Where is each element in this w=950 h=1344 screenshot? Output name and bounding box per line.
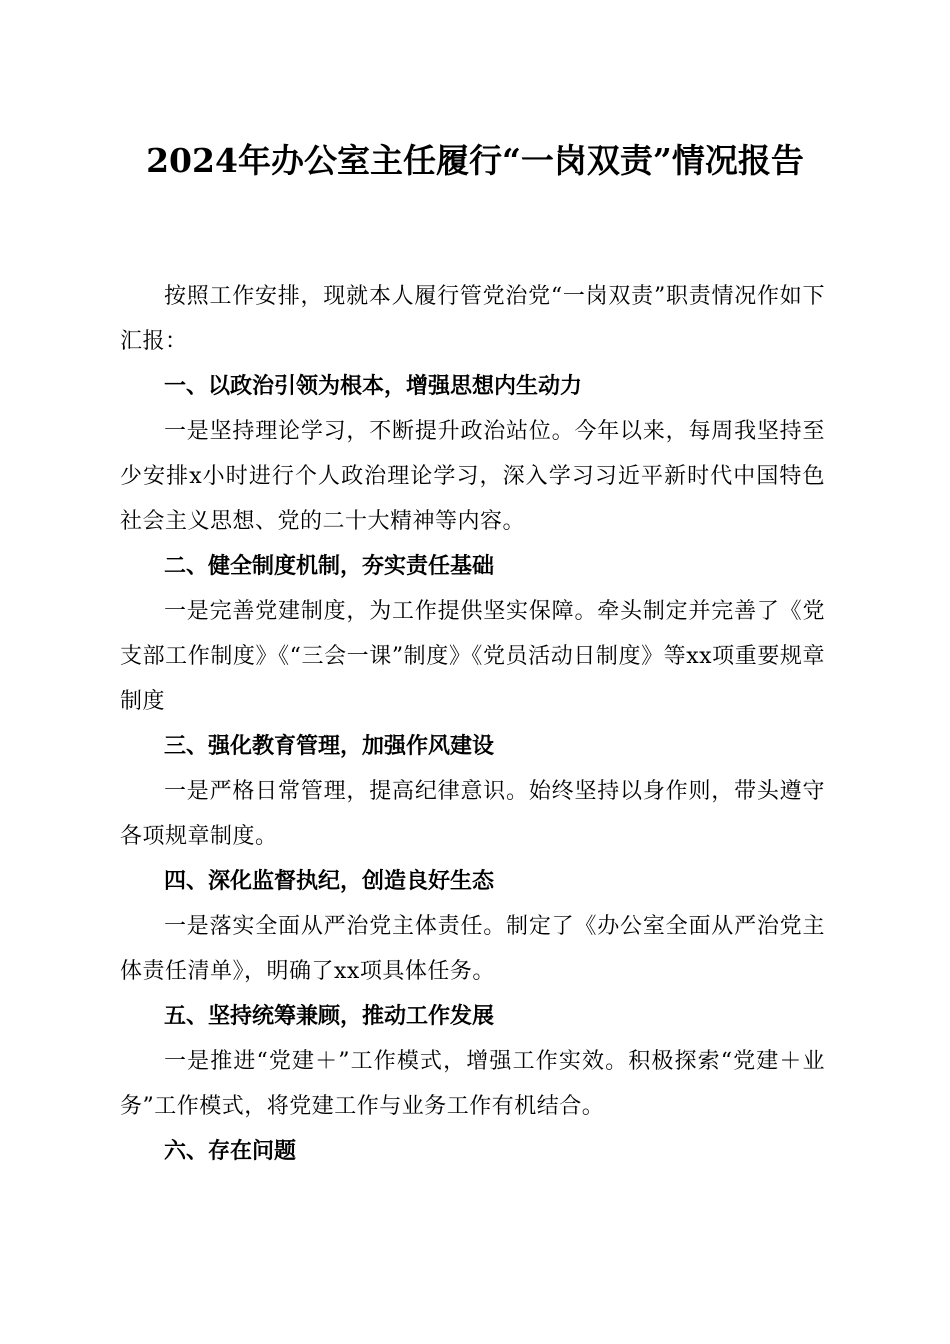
intro-paragraph: 按照工作安排，现就本人履行管党治党“一岗双责”职责情况作如下汇报： (120, 284, 825, 354)
section-paragraph-1: 一是坚持理论学习，不断提升政治站位。今年以来，每周我坚持至少安排x小时进行个人政治理论学习，深入学习习近平新时代中国特色社会主义思想、党的二十大精神等内容。 (120, 419, 825, 534)
section-paragraph-5: 一是推进“党建＋”工作模式，增强工作实效。积极探索“党建＋业务”工作模式，将党建工作与业务工作有机结合。 (120, 1049, 825, 1119)
section-paragraph-4: 一是落实全面从严治党主体责任。制定了《办公室全面从严治党主体责任清单》，明确了xx项具体任务。 (120, 914, 825, 984)
section-heading-4: 四、深化监督执纪，创造良好生态 (164, 869, 495, 894)
section-heading-5: 五、坚持统筹兼顾，推动工作发展 (164, 1004, 495, 1029)
section-paragraph-2: 一是完善党建制度，为工作提供坚实保障。牵头制定并完善了《党支部工作制度》《“三会一课”制度》《党员活动日制度》等xx项重要规章制度 (120, 599, 825, 714)
document-body (120, 274, 825, 1174)
section-heading-6: 六、存在问题 (164, 1139, 297, 1164)
section-heading-3: 三、强化教育管理，加强作风建设 (164, 734, 495, 759)
section-heading-2: 二、健全制度机制，夯实责任基础 (164, 554, 495, 579)
section-paragraph-3: 一是严格日常管理，提高纪律意识。始终坚持以身作则，带头遵守各项规章制度。 (120, 779, 825, 849)
section-heading-1: 一、以政治引领为根本，增强思想内生动力 (164, 374, 583, 399)
document-title: 2024年办公室主任履行“一岗双责”情况报告 (146, 141, 804, 180)
